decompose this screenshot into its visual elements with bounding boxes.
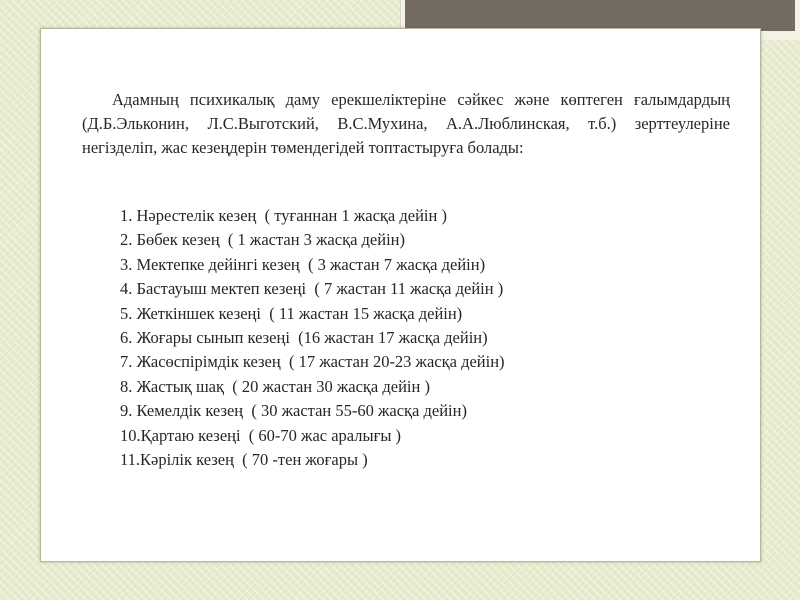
age-stages-list — [120, 204, 680, 472]
list-item: 9. Кемелдік кезең ( 30 жастан 55-60 жасқа дейін) — [120, 401, 467, 421]
intro-paragraph: Адамның психикалық даму ерекшеліктеріне сәйкес және көптеген ғалымдардың (Д.Б.Эльконин, Л.С.Выготский, В.С.Мухина, А.А.Люблинская, т.б.) зерттеулеріне негізделіп, жас кезеңдерін төмендегідей топтастыруға болады: — [82, 90, 730, 157]
list-item: 4. Бастауыш мектеп кезеңі ( 7 жастан 11 жасқа дейін ) — [120, 279, 504, 299]
list-item: 1. Нәрестелік кезең ( туғаннан 1 жасқа дейін ) — [120, 206, 447, 225]
title-placeholder-block — [405, 0, 795, 31]
list-item: 7. Жасөспірімдік кезең ( 17 жастан 20-23 жасқа дейін) — [120, 352, 505, 372]
list-item: 6. Жоғары сынып кезеңі (16 жастан 17 жасқа дейін) — [120, 328, 488, 348]
list-item: 3. Мектепке дейінгі кезең ( 3 жастан 7 жасқа дейін) — [120, 254, 486, 274]
list-item: 10.Қартаю кезеңі ( 60-70 жас аралығы ) — [120, 425, 402, 445]
list-item: 5. Жеткіншек кезеңі ( 11 жастан 15 жасқа дейін) — [120, 303, 463, 323]
list-item: 11.Кәрілік кезең ( 70 -тен жоғары ) — [120, 450, 368, 470]
list-item: 8. Жастық шақ ( 20 жастан 30 жасқа дейін ) — [120, 376, 430, 396]
list-item: 2. Бөбек кезең ( 1 жастан 3 жасқа дейін) — [120, 230, 405, 250]
